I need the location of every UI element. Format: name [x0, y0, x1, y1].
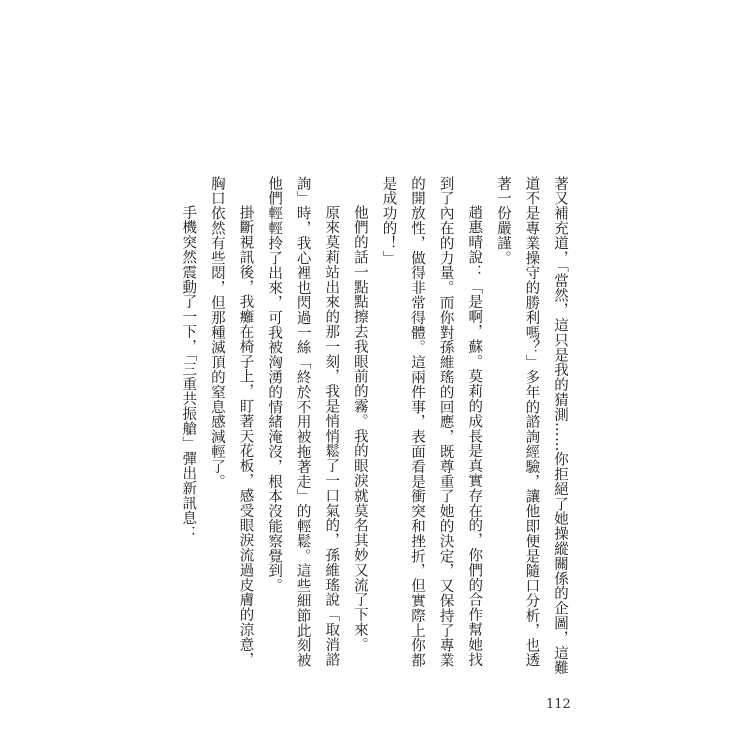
vertical-text-block [174, 176, 574, 676]
page-number: 112 [546, 697, 571, 712]
paragraph-6: 手機突然震動了一下，「三重共振艙」彈出新訊息： [180, 205, 197, 541]
paragraph-4: 原來莫莉站出來的那一刻，我是悄悄鬆了一口氣的，孫維瑤說「取消諮詢」時，我心裡也閃過一絲「終於不用被拖著走」的輕鬆。這些細節此刻被他們輕輕拎了出來，可我被洶湧的情緒淹沒，根本沒能察覺到。 [266, 176, 340, 668]
paragraph-2: 趙惠晴說：「是啊，蘇。莫莉的成長是真實存在的，你們的合作幫她找到了內在的力量。而你對孫維瑤的回應，既尊重了她的決定，又保持了專業的開放性，做得非常得體。這兩件事，表面看是衝突和挫折，但實際上你都是成功的！」 [380, 176, 483, 668]
paragraph-1: 著又補充道，「當然，這只是我的猜測……你拒絕了她操縱關係的企圖，這難道不是專業操守的勝利嗎？」多年的諮詢經驗，讓他即便是隨口分析，也透著一份嚴謹。 [494, 176, 568, 676]
paragraph-3: 他們的話一點點擦去我眼前的霧。我的眼淚就莫名其妙又流了下來。 [351, 205, 368, 652]
paragraph-5: 掛斷視訊後，我癱在椅子上，盯著天花板，感受眼淚流過皮膚的涼意，胸口依然有些悶，但那種滅頂的窒息感減輕了。 [208, 176, 254, 667]
